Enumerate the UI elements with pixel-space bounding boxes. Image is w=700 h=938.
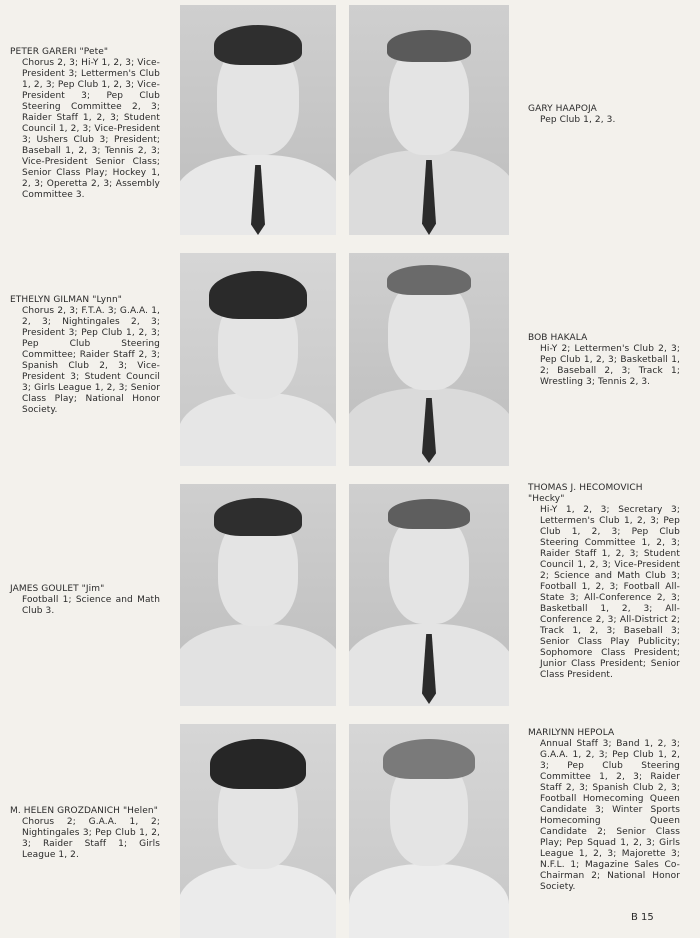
student-activities: Chorus 2, 3; Hi-Y 1, 2, 3; Vice-President 3; Lettermen's Club 1, 2, 3; Pep Club 1, 2, 3; Vice-President 3; Pep Club Steering Committee 2, 3; Raider Staff 1, 2, 3; Student Council 1, 2, 3; Vice-President 3; Ushers Club 3; President; Baseball 1, 2, 3; Tennis 2, 3; Vice-President Senior Class; Senior Class Play; Hockey 1, 2, 3; Operetta 2, 3; Assembly Committee 3. [22, 58, 160, 200]
portrait-photo-gareri [180, 5, 336, 235]
student-name: BOB HAKALA [528, 333, 588, 343]
portrait-photo-gilman [180, 253, 336, 466]
student-bio-haapoja [528, 104, 678, 126]
student-bio-goulet [10, 584, 160, 617]
student-activities: Annual Staff 3; Band 1, 2, 3; G.A.A. 1, 2, 3; Pep Club 1, 2, 3; Pep Club Steering Committee 1, 2, 3; Raider Staff 2, 3; Spanish Club 2, 3; Football Homecoming Queen Candidate 3; Winter Sports Homecoming Queen Candidate 2; Senior Class Play; Pep Squad 1, 2, 3; Girls League 1, 2, 3; Majorette 3; N.F.L. 1; Magazine Sales Co-Chairman 2; National Honor Society. [540, 739, 680, 892]
student-name: THOMAS J. HECOMOVICH "Hecky" [528, 483, 643, 504]
student-bio-hakala [528, 333, 680, 388]
student-activities: Chorus 2; G.A.A. 1, 2; Nightingales 3; Pep Club 1, 2, 3; Raider Staff 1; Girls League 1, 2. [22, 817, 160, 860]
student-name: M. HELEN GROZDANICH "Helen" [10, 806, 158, 816]
portrait-photo-hakala [349, 253, 509, 466]
portrait-photo-hecomovich [349, 484, 509, 706]
student-bio-hecomovich [528, 483, 680, 681]
portrait-photo-haapoja [349, 5, 509, 235]
student-bio-hepola [528, 728, 680, 893]
student-activities: Hi-Y 2; Lettermen's Club 2, 3; Pep Club 1, 2, 3; Basketball 1, 2; Baseball 2, 3; Track 1; Wrestling 3; Tennis 2, 3. [540, 344, 680, 387]
portrait-photo-grozdanich [180, 724, 336, 938]
student-activities: Hi-Y 1, 2, 3; Secretary 3; Lettermen's Club 1, 2, 3; Pep Club 1, 2, 3; Pep Club Steering Committee 1, 2, 3; Raider Staff 1, 2, 3; Student Council 1, 2, 3; Vice-President 2; Science and Math Club 3; Football 1, 2, 3; Football All-State 3; All-Conference 2, 3; Basketball 1, 2, 3; All-Conference 2, 3; All-District 2; Track 1, 2, 3; Baseball 3; Senior Class Play Publicity; Sophomore Class President; Junior Class President; Senior Class President. [540, 505, 680, 680]
student-name: PETER GARERI "Pete" [10, 47, 109, 57]
student-bio-grozdanich [10, 806, 160, 861]
student-name: MARILYNN HEPOLA [528, 728, 615, 738]
student-bio-gilman [10, 295, 160, 416]
student-name: JAMES GOULET "Jim" [10, 584, 105, 594]
student-name: ETHELYN GILMAN "Lynn" [10, 295, 123, 305]
student-name: GARY HAAPOJA [528, 104, 597, 114]
portrait-photo-hepola [349, 724, 509, 938]
portrait-photo-goulet [180, 484, 336, 706]
student-activities: Pep Club 1, 2, 3. [540, 115, 616, 125]
student-bio-gareri [10, 47, 160, 201]
student-activities: Chorus 2, 3; F.T.A. 3; G.A.A. 1, 2, 3; Nightingales 2, 3; President 3; Pep Club 1, 2, 3; Pep Club Steering Committee; Raider Staff 2, 3; Spanish Club 2, 3; Vice-President 3; Student Council 3; Girls League 1, 2, 3; Senior Class Play; National Honor Society. [22, 306, 160, 415]
page-number: B 15 [631, 912, 654, 923]
student-activities: Football 1; Science and Math Club 3. [22, 595, 160, 616]
